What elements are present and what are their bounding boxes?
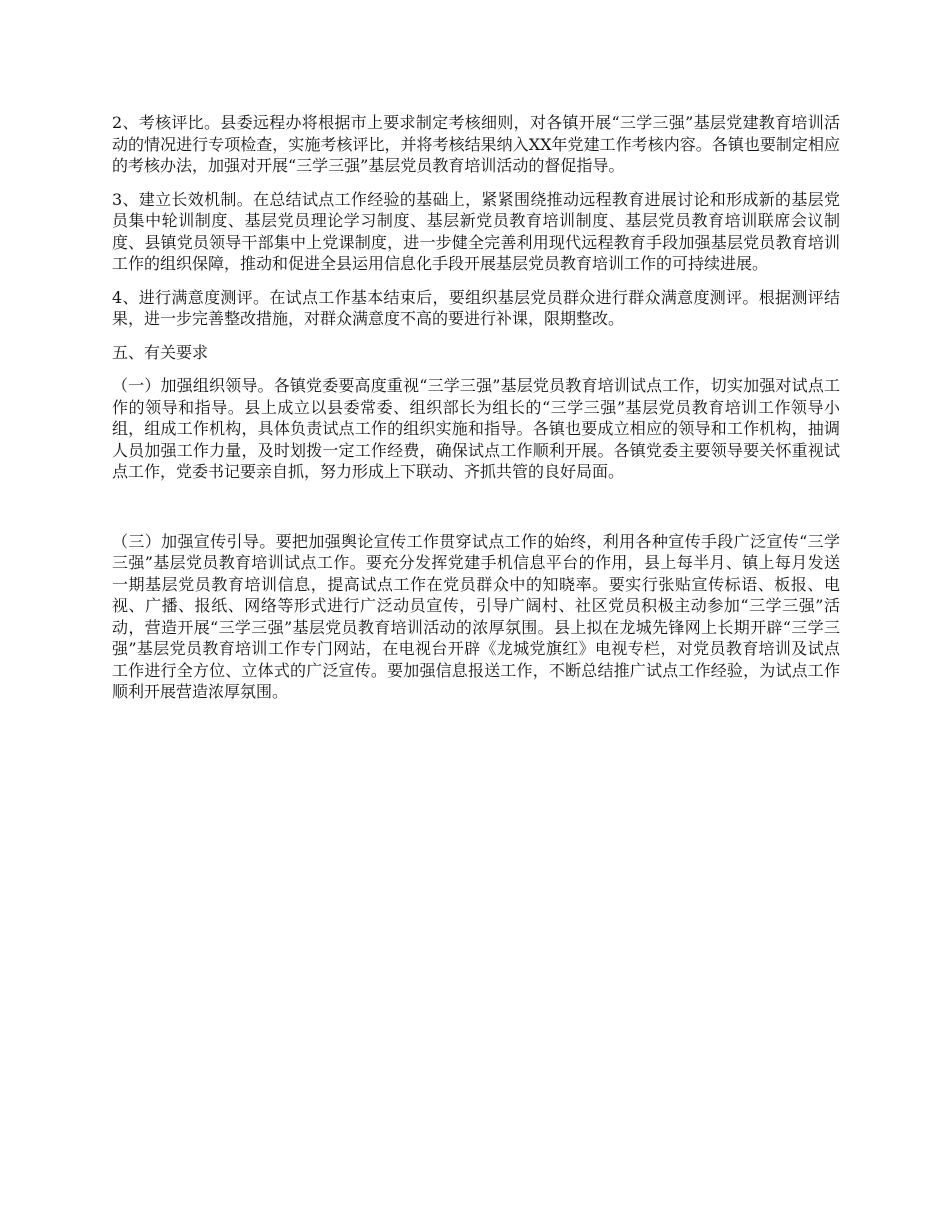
document-page bbox=[112, 112, 840, 703]
spacer bbox=[112, 275, 840, 287]
spacer bbox=[112, 363, 840, 375]
paragraph-organization-leadership: （一）加强组织领导。各镇党委要高度重视“三学三强”基层党员教育培训试点工作，切实加强对试点工作的领导和指导。县上成立以县委常委、组织部长为组长的“三学三强”基层党员教育培训工作领导小组，组成工作机构，具体负责试点工作的组织实施和指导。各镇也要成立相应的领导和工作机构，抽调人员加强工作力量，及时划拨一定工作经费，确保试点工作顺利开展。各镇党委主要领导要关怀重视试点工作，党委书记要亲自抓，努力形成上下联动、齐抓共管的良好局面。 bbox=[112, 376, 840, 481]
section-heading: 五、有关要求 bbox=[112, 342, 209, 362]
spacer bbox=[112, 483, 840, 531]
paragraph-long-term-mechanism: 3、建立长效机制。在总结试点工作经验的基础上，紧紧围绕推动远程教育进展讨论和形成新的基层党员集中轮训制度、基层党员理论学习制度、基层新党员教育培训制度、基层党员教育培训联席会议制度、县镇党员领导干部集中上党课制度，进一步健全完善利用现代远程教育手段加强基层党员教育培训工作的组织保障，推动和促进全县运用信息化手段开展基层党员教育培训工作的可持续进展。 bbox=[112, 189, 840, 273]
paragraph-assessment: 2、考核评比。县委远程办将根据市上要求制定考核细则，对各镇开展“三学三强”基层党建教育培训活动的情况进行专项检查，实施考核评比，并将考核结果纳入XX年党建工作考核内容。各镇也要制定相应的考核办法，加强对开展“三学三强”基层党员教育培训活动的督促指导。 bbox=[112, 113, 840, 175]
paragraph-satisfaction-survey: 4、进行满意度测评。在试点工作基本结束后，要组织基层党员群众进行群众满意度测评。根据测评结果，进一步完善整改措施，对群众满意度不高的要进行补课，限期整改。 bbox=[112, 287, 840, 328]
spacer bbox=[112, 177, 840, 189]
paragraph-publicity-guidance: （三）加强宣传引导。要把加强舆论宣传工作贯穿试点工作的始终，利用各种宣传手段广泛宣传“三学三强”基层党员教育培训试点工作。要充分发挥党建手机信息平台的作用，县上每半月、镇上每月发送一期基层党员教育培训信息，提高试点工作在党员群众中的知晓率。要实行张贴宣传标语、板报、电视、广播、报纸、网络等形式进行广泛动员宣传，引导广阔村、社区党员积极主动参加“三学三强”活动，营造开展“三学三强”基层党员教育培训活动的浓厚氛围。县上拟在龙城先锋网上长期开辟“三学三强”基层党员教育培训工作专门网站，在电视台开辟《龙城党旗红》电视专栏，对党员教育培训及试点工作进行全方位、立体式的广泛宣传。要加强信息报送工作，不断总结推广试点工作经验，为试点工作顺利开展营造浓厚氛围。 bbox=[112, 531, 840, 701]
spacer bbox=[112, 330, 840, 342]
